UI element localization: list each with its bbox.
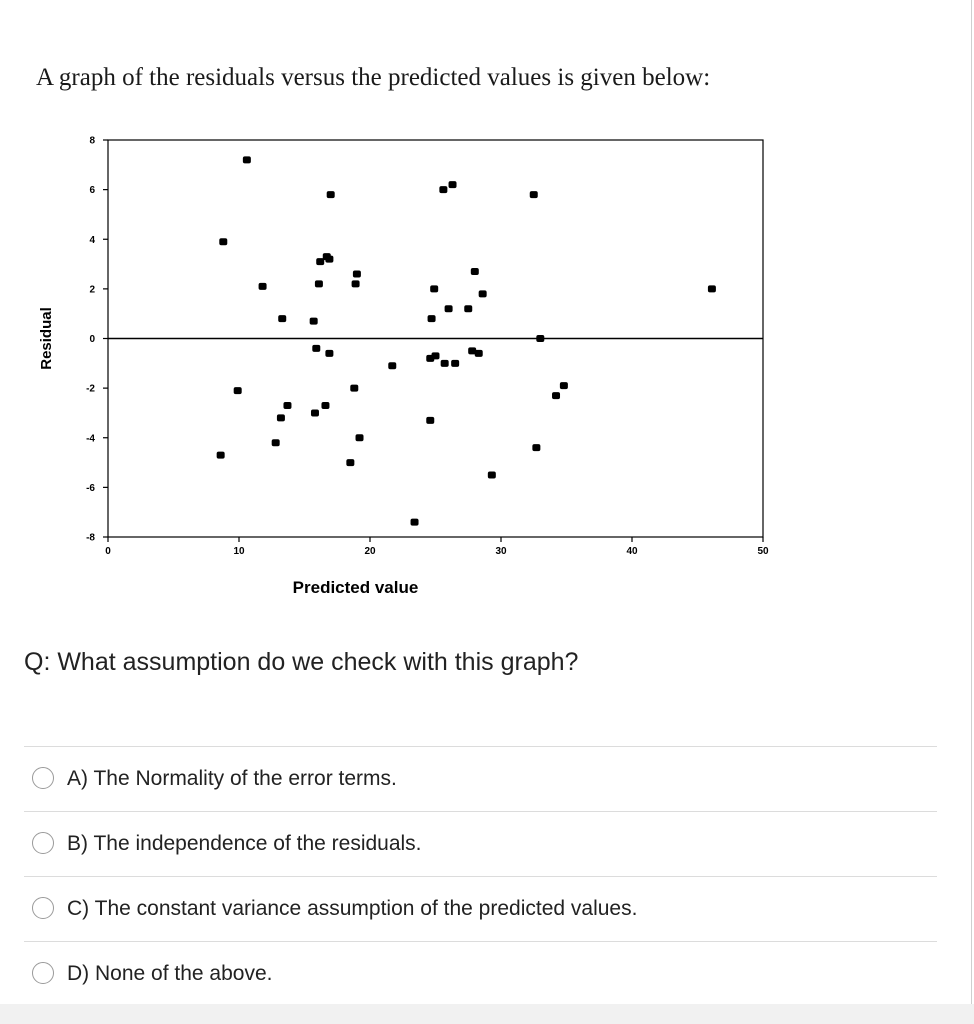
data-point: [441, 360, 449, 367]
intro-text: A graph of the residuals versus the predicted values is given below:: [36, 64, 711, 91]
choice-d[interactable]: [24, 941, 937, 1006]
radio-button-b[interactable]: [32, 832, 54, 854]
data-point: [327, 191, 335, 198]
data-point: [272, 439, 280, 446]
data-point: [259, 283, 267, 290]
data-point: [471, 268, 479, 275]
radio-button-a[interactable]: [32, 767, 54, 789]
data-point: [356, 434, 364, 441]
y-tick-label: 4: [89, 234, 95, 246]
data-point: [428, 315, 436, 322]
radio-button-d[interactable]: [32, 962, 54, 984]
data-point: [346, 459, 354, 466]
data-point: [311, 409, 319, 416]
x-tick-label: 10: [233, 546, 245, 557]
data-point: [277, 414, 285, 421]
data-point: [530, 191, 538, 198]
data-point: [451, 360, 459, 367]
data-point: [479, 290, 487, 297]
data-point: [552, 392, 560, 399]
data-point: [708, 285, 716, 292]
data-point: [217, 452, 225, 459]
x-tick-label: 50: [757, 546, 769, 557]
data-point: [445, 305, 453, 312]
data-point: [350, 385, 358, 392]
data-point: [234, 387, 242, 394]
y-tick-label: -6: [86, 482, 95, 494]
data-point: [353, 270, 361, 277]
radio-button-c[interactable]: [32, 897, 54, 919]
data-point: [426, 417, 434, 424]
x-tick-label: 30: [495, 546, 507, 557]
data-point: [411, 519, 419, 526]
data-point: [312, 345, 320, 352]
x-axis-label: Predicted value: [292, 578, 419, 597]
y-tick-label: 6: [89, 185, 95, 197]
data-point: [243, 156, 251, 163]
data-point: [219, 238, 227, 245]
data-point: [321, 402, 329, 409]
data-point: [475, 350, 483, 357]
choice-c-label: C) The constant variance assumption of the predicted values.: [67, 897, 638, 920]
data-point: [464, 305, 472, 312]
data-point: [283, 402, 291, 409]
data-point: [430, 285, 438, 292]
data-point: [560, 382, 568, 389]
y-tick-label: -2: [86, 383, 95, 395]
data-point: [325, 256, 333, 263]
data-point: [325, 350, 333, 357]
y-tick-label: 8: [89, 135, 95, 147]
answer-choices: [24, 746, 937, 1006]
bottom-strip: [0, 1004, 974, 1024]
y-tick-label: -8: [86, 532, 95, 544]
question-text: Q: What assumption do we check with this graph?: [24, 648, 579, 676]
choice-a[interactable]: [24, 746, 937, 811]
choice-b[interactable]: [24, 811, 937, 876]
x-tick-label: 0: [105, 546, 111, 557]
data-point: [439, 186, 447, 193]
x-tick-label: 40: [626, 546, 638, 557]
data-point: [432, 352, 440, 359]
data-point: [310, 318, 318, 325]
data-point: [352, 280, 360, 287]
data-point: [532, 444, 540, 451]
choice-b-label: B) The independence of the residuals.: [67, 832, 422, 855]
data-point: [536, 335, 544, 342]
data-point: [488, 471, 496, 478]
residual-scatter-plot: [0, 120, 800, 610]
y-tick-label: 2: [89, 284, 95, 296]
y-tick-label: -4: [86, 433, 95, 445]
data-point: [278, 315, 286, 322]
data-point: [316, 258, 324, 265]
x-tick-label: 20: [364, 546, 376, 557]
choice-a-label: A) The Normality of the error terms.: [67, 767, 397, 790]
data-point: [315, 280, 323, 287]
y-tick-label: 0: [89, 334, 95, 345]
choice-d-label: D) None of the above.: [67, 962, 273, 985]
page-right-border: [971, 0, 972, 1024]
y-axis-label: Residual: [38, 307, 55, 370]
data-point: [449, 181, 457, 188]
choice-c[interactable]: [24, 876, 937, 941]
data-point: [388, 362, 396, 369]
